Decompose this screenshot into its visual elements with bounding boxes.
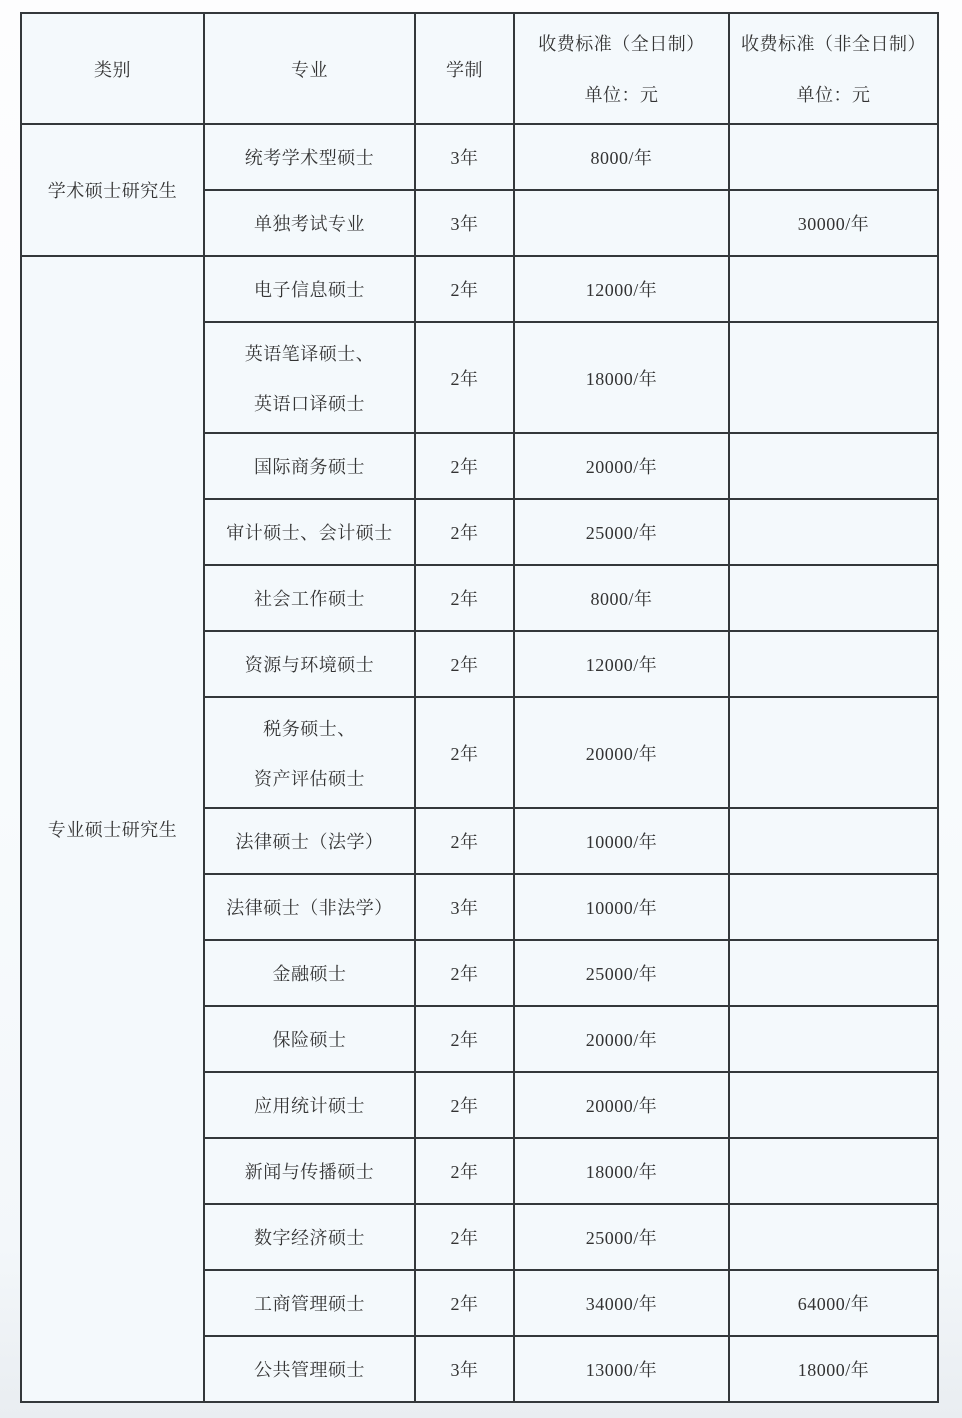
major-cell bbox=[204, 1006, 415, 1072]
major-line: 新闻与传播硕士 bbox=[244, 1162, 375, 1182]
header-fee-parttime-title: 收费标准（非全日制） bbox=[741, 34, 926, 54]
major-cell bbox=[204, 1336, 415, 1402]
major-cell bbox=[204, 190, 415, 256]
major-line: 数字经济硕士 bbox=[254, 1228, 365, 1248]
major-line: 保险硕士 bbox=[272, 1030, 347, 1050]
parttime-fee-cell bbox=[729, 433, 938, 499]
major-line: 社会工作硕士 bbox=[254, 589, 365, 609]
fulltime-fee-cell: 10000/年 bbox=[514, 874, 729, 940]
major-cell bbox=[204, 565, 415, 631]
fulltime-fee-cell: 34000/年 bbox=[514, 1270, 729, 1336]
parttime-fee-cell bbox=[729, 565, 938, 631]
major-line: 审计硕士、会计硕士 bbox=[226, 523, 393, 543]
fulltime-fee-cell: 20000/年 bbox=[514, 1072, 729, 1138]
duration-cell: 2年 bbox=[415, 565, 514, 631]
major-line: 法律硕士（非法学） bbox=[226, 898, 393, 918]
header-cell-duration: 学制 bbox=[415, 13, 514, 124]
major-line: 国际商务硕士 bbox=[254, 457, 365, 477]
major-cell bbox=[204, 1138, 415, 1204]
major-cell bbox=[204, 940, 415, 1006]
fulltime-fee-cell: 20000/年 bbox=[514, 1006, 729, 1072]
parttime-fee-cell bbox=[729, 1006, 938, 1072]
header-row bbox=[21, 13, 938, 124]
duration-cell: 2年 bbox=[415, 322, 514, 433]
header-fee-fulltime-unit: 单位：元 bbox=[584, 85, 659, 105]
major-cell bbox=[204, 697, 415, 808]
header-cell-major: 专业 bbox=[204, 13, 415, 124]
major-line: 应用统计硕士 bbox=[254, 1096, 365, 1116]
category-cell: 学术硕士研究生 bbox=[21, 124, 204, 256]
duration-cell: 3年 bbox=[415, 1336, 514, 1402]
fulltime-fee-cell: 20000/年 bbox=[514, 697, 729, 808]
major-cell bbox=[204, 1270, 415, 1336]
major-cell bbox=[204, 1204, 415, 1270]
parttime-fee-cell bbox=[729, 124, 938, 190]
parttime-fee-cell bbox=[729, 322, 938, 433]
major-cell bbox=[204, 808, 415, 874]
parttime-fee-cell bbox=[729, 940, 938, 1006]
duration-cell: 2年 bbox=[415, 808, 514, 874]
duration-cell: 2年 bbox=[415, 1138, 514, 1204]
major-line: 公共管理硕士 bbox=[254, 1360, 365, 1380]
major-line: 工商管理硕士 bbox=[254, 1294, 365, 1314]
major-line: 法律硕士（法学） bbox=[235, 832, 384, 852]
parttime-fee-cell bbox=[729, 499, 938, 565]
table-row bbox=[21, 124, 938, 190]
major-cell bbox=[204, 322, 415, 433]
major-cell bbox=[204, 256, 415, 322]
header-fee-parttime-unit: 单位：元 bbox=[796, 85, 871, 105]
tuition-fee-table bbox=[20, 12, 939, 1403]
fulltime-fee-cell: 12000/年 bbox=[514, 631, 729, 697]
major-line: 税务硕士、 bbox=[263, 718, 356, 739]
fulltime-fee-cell: 8000/年 bbox=[514, 565, 729, 631]
duration-cell: 2年 bbox=[415, 631, 514, 697]
fulltime-fee-cell bbox=[514, 190, 729, 256]
fulltime-fee-cell: 18000/年 bbox=[514, 322, 729, 433]
parttime-fee-cell bbox=[729, 1138, 938, 1204]
fulltime-fee-cell: 25000/年 bbox=[514, 940, 729, 1006]
fulltime-fee-cell: 18000/年 bbox=[514, 1138, 729, 1204]
major-cell bbox=[204, 433, 415, 499]
duration-cell: 2年 bbox=[415, 1072, 514, 1138]
header-cell-fee-fulltime bbox=[514, 13, 729, 124]
duration-cell: 2年 bbox=[415, 256, 514, 322]
parttime-fee-cell bbox=[729, 808, 938, 874]
duration-cell: 2年 bbox=[415, 499, 514, 565]
header-cell-category: 类别 bbox=[21, 13, 204, 124]
parttime-fee-cell bbox=[729, 1204, 938, 1270]
duration-cell: 2年 bbox=[415, 940, 514, 1006]
fulltime-fee-cell: 25000/年 bbox=[514, 1204, 729, 1270]
table-body bbox=[21, 124, 938, 1402]
duration-cell: 2年 bbox=[415, 433, 514, 499]
duration-cell: 2年 bbox=[415, 697, 514, 808]
major-cell bbox=[204, 1072, 415, 1138]
fulltime-fee-cell: 12000/年 bbox=[514, 256, 729, 322]
major-line: 英语口译硕士 bbox=[254, 393, 365, 414]
table-row bbox=[21, 256, 938, 322]
category-cell: 专业硕士研究生 bbox=[21, 256, 204, 1402]
parttime-fee-cell: 18000/年 bbox=[729, 1336, 938, 1402]
duration-cell: 2年 bbox=[415, 1204, 514, 1270]
header-fee-fulltime-title: 收费标准（全日制） bbox=[538, 34, 705, 54]
parttime-fee-cell bbox=[729, 1072, 938, 1138]
parttime-fee-cell bbox=[729, 631, 938, 697]
major-line: 金融硕士 bbox=[272, 964, 347, 984]
fulltime-fee-cell: 13000/年 bbox=[514, 1336, 729, 1402]
major-line: 英语笔译硕士、 bbox=[244, 343, 375, 364]
fulltime-fee-cell: 25000/年 bbox=[514, 499, 729, 565]
duration-cell: 3年 bbox=[415, 874, 514, 940]
major-cell bbox=[204, 499, 415, 565]
major-line: 统考学术型硕士 bbox=[244, 148, 375, 168]
fulltime-fee-cell: 20000/年 bbox=[514, 433, 729, 499]
major-line: 资源与环境硕士 bbox=[244, 655, 375, 675]
fulltime-fee-cell: 8000/年 bbox=[514, 124, 729, 190]
major-cell bbox=[204, 631, 415, 697]
parttime-fee-cell bbox=[729, 256, 938, 322]
parttime-fee-cell bbox=[729, 697, 938, 808]
header-cell-fee-parttime bbox=[729, 13, 938, 124]
parttime-fee-cell: 30000/年 bbox=[729, 190, 938, 256]
duration-cell: 2年 bbox=[415, 1006, 514, 1072]
duration-cell: 3年 bbox=[415, 124, 514, 190]
duration-cell: 2年 bbox=[415, 1270, 514, 1336]
major-cell bbox=[204, 874, 415, 940]
major-line: 单独考试专业 bbox=[254, 214, 365, 234]
major-line: 电子信息硕士 bbox=[254, 280, 365, 300]
major-cell bbox=[204, 124, 415, 190]
major-line: 资产评估硕士 bbox=[254, 768, 365, 789]
fulltime-fee-cell: 10000/年 bbox=[514, 808, 729, 874]
duration-cell: 3年 bbox=[415, 190, 514, 256]
parttime-fee-cell: 64000/年 bbox=[729, 1270, 938, 1336]
parttime-fee-cell bbox=[729, 874, 938, 940]
